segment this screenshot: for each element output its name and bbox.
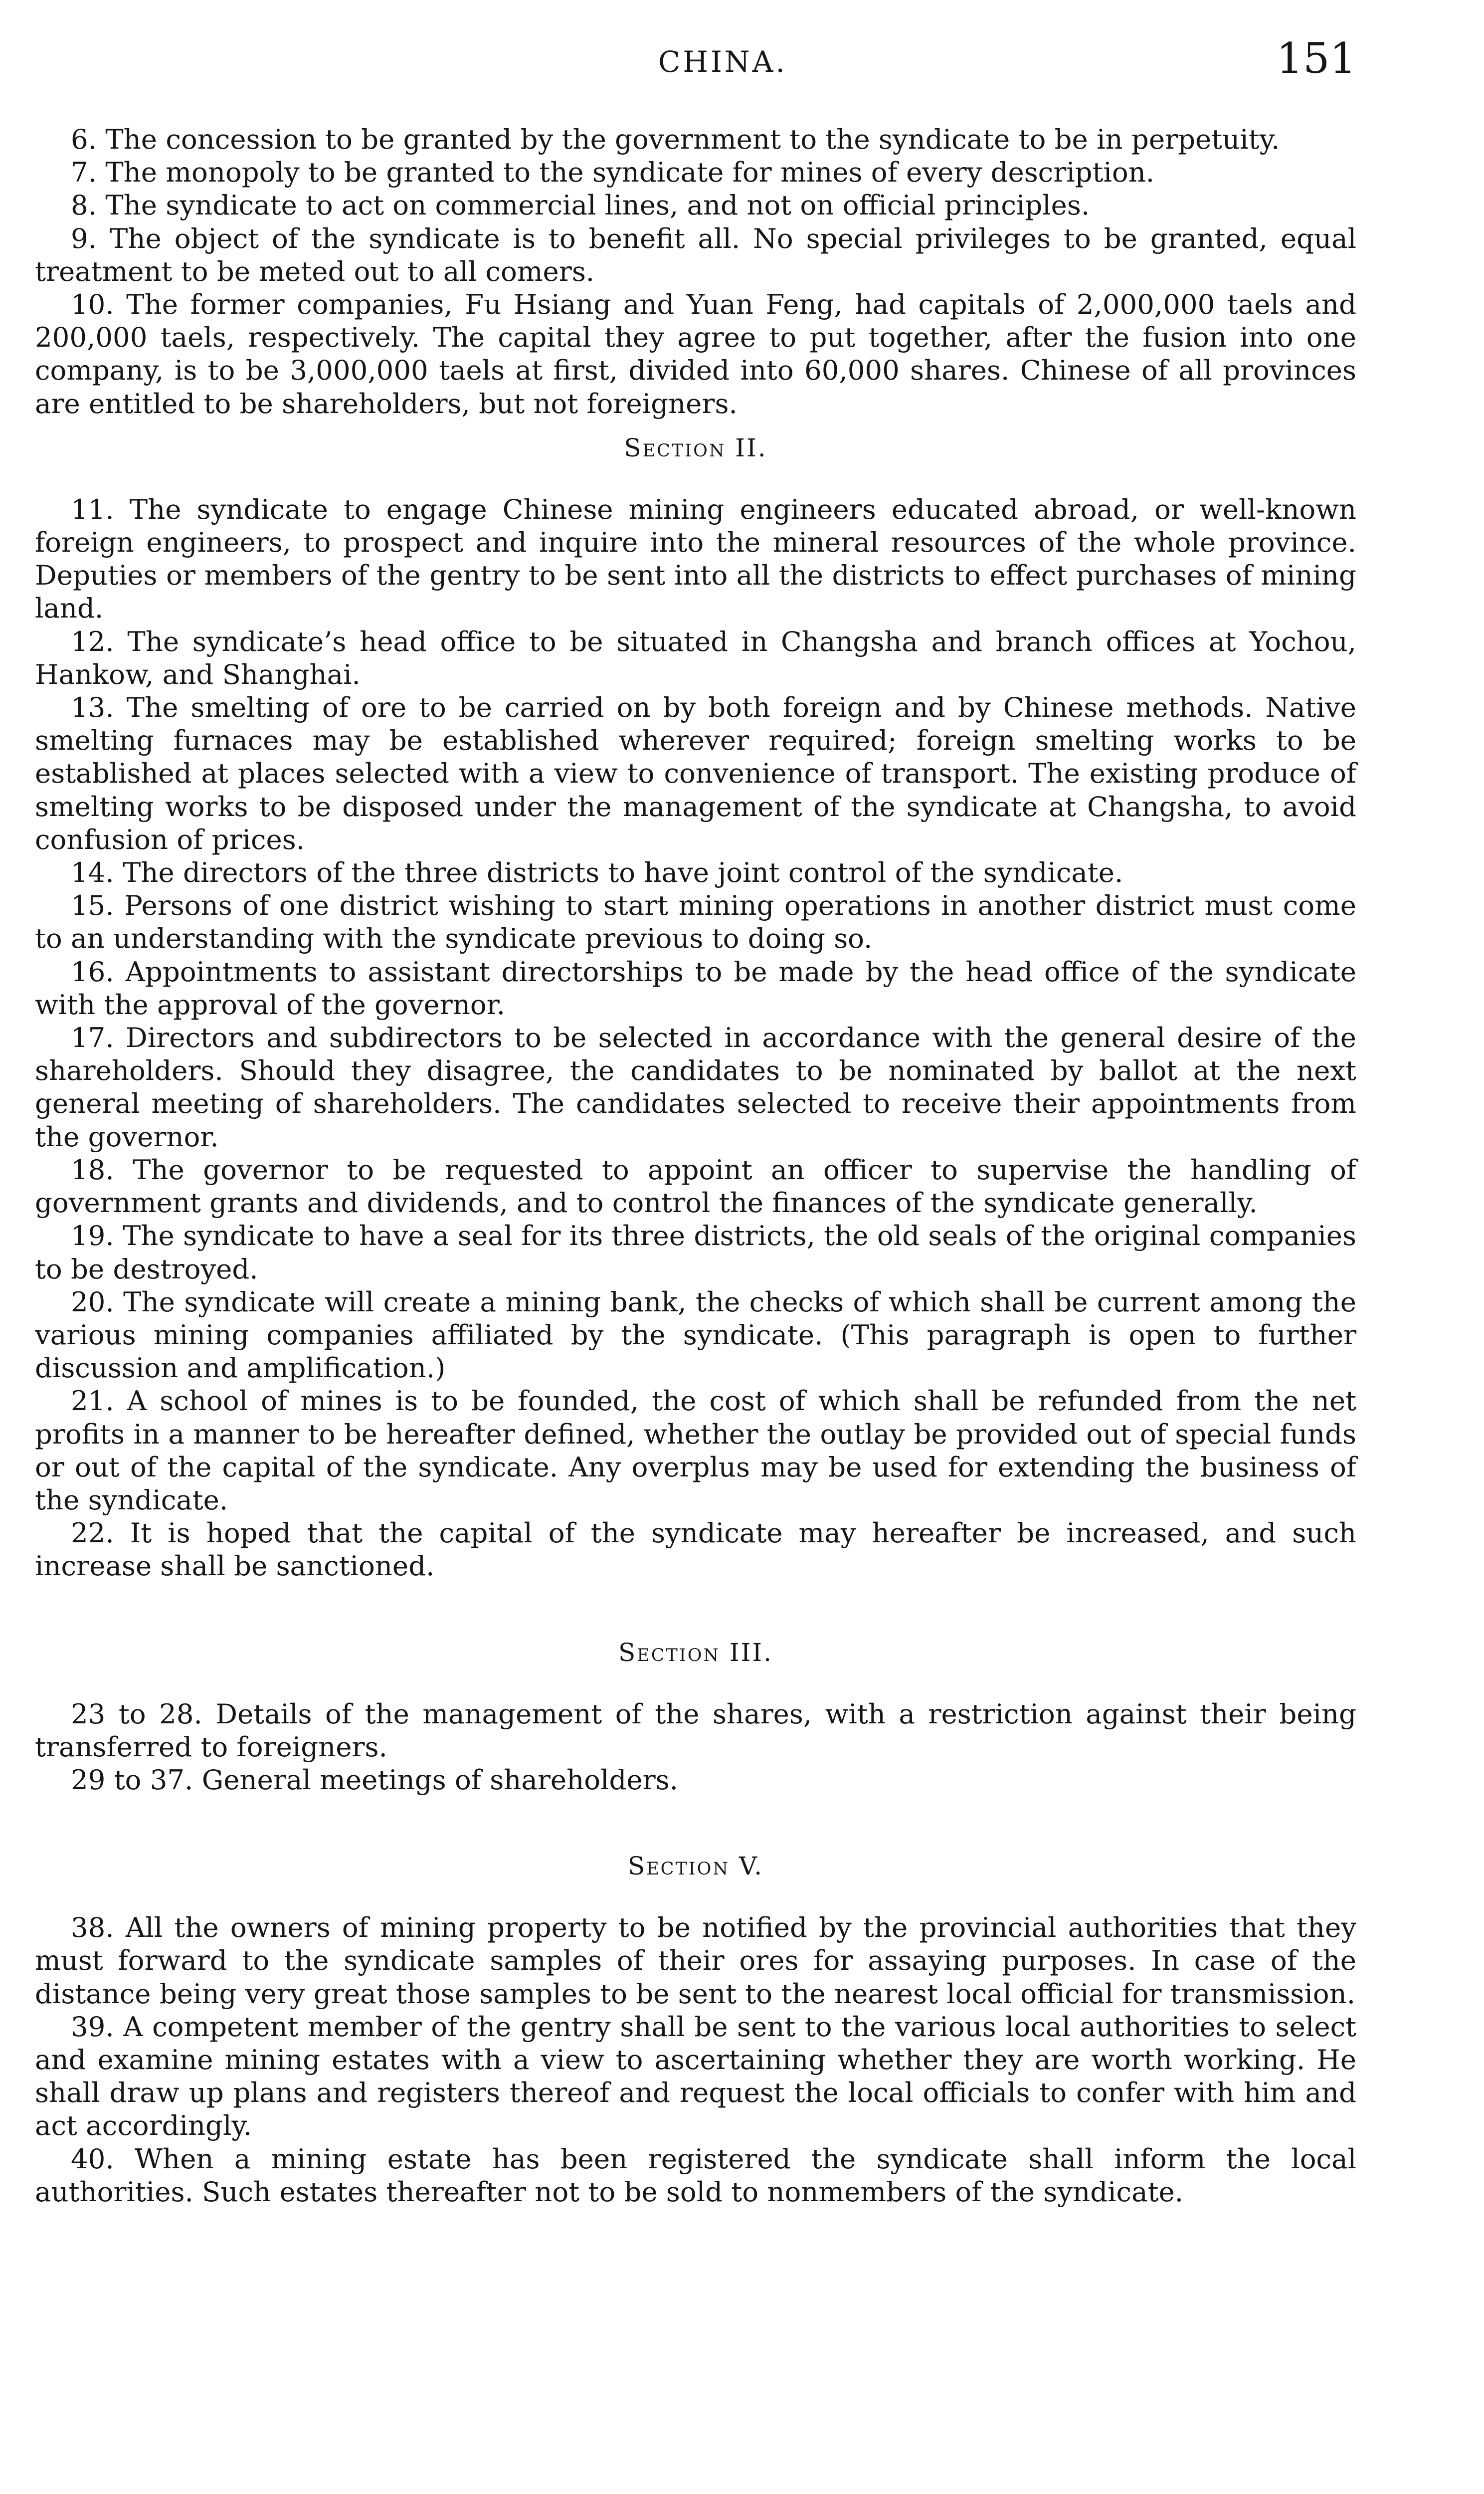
paragraph-item-8: 8. The syndicate to act on commercial lines, and not on official principles.	[71, 189, 1090, 221]
paragraph-item-10: 10. The former companies, Fu Hsiang and Yuan Feng, had capitals of 2,000,000 taels and 200,000 taels, respectively. The capital they agree to put together, after the fusion into one company, is to be 3,000,000 taels at first, divided into 60,000 shares. Chinese of all provinces are entitled to be shareholders, but not foreigners.	[35, 288, 1356, 419]
section-heading-v: Section V.	[627, 1852, 764, 1881]
paragraph-item-18: 18. The governor to be requested to appoint an officer to supervise the handling of government grants and dividends, and to control the finances of the syndicate generally.	[35, 1153, 1356, 1219]
paragraph-item-38: 38. All the owners of mining property to be notified by the provincial authorities that they must forward to the syndicate samples of their ores for assaying purposes. In case of the distance being very great those samples to be sent to the nearest local official for transmission.	[35, 1911, 1356, 2010]
spacer	[35, 1796, 1356, 1838]
spacer	[35, 1892, 1356, 1911]
paragraph-item-11: 11. The syndicate to engage Chinese mining engineers educated abroad, or well-known foreign engineers, to prospect and inquire into the mineral resources of the whole province. Deputies or members of the gentry to be sent into all the districts to effect purchases of mining land.	[35, 493, 1356, 624]
section-heading-ii: Section II.	[624, 433, 767, 462]
paragraph-item-16: 16. Appointments to assistant directorships to be made by the head office of the syndicate with the approval of the governor.	[35, 955, 1356, 1021]
paragraph-item-40: 40. When a mining estate has been registered the syndicate shall inform the local authorities. Such estates thereafter not to be sold to nonmembers of the syndicate.	[35, 2142, 1356, 2208]
spacer	[35, 474, 1356, 493]
paragraph-item-6: 6. The concession to be granted by the government to the syndicate to be in perpetuity.	[71, 123, 1280, 155]
spacer	[35, 1678, 1356, 1697]
paragraph-item-13: 13. The smelting of ore to be carried on by both foreign and by Chinese methods. Native smelting furnaces may be established wherever required; foreign smelting works to be established at places selected with a view to convenience of transport. The existing produce of smelting works to be disposed under the management of the syndicate at Changsha, to avoid confusion of prices.	[35, 691, 1356, 855]
paragraph-item-39: 39. A competent member of the gentry shall be sent to the various local authorities to select and examine mining estates with a view to ascertaining whether they are worth working. He shall draw up plans and registers thereof and request the local officials to confer with him and act accordingly.	[35, 2010, 1356, 2142]
running-title: CHINA.	[658, 45, 787, 79]
paragraph-item-14: 14. The directors of the three districts to have joint control of the syndicate.	[71, 856, 1123, 889]
page-header	[35, 31, 1356, 86]
paragraph-items-23-28: 23 to 28. Details of the management of the shares, with a restriction against their being transferred to foreigners.	[35, 1697, 1356, 1763]
paragraph-item-20: 20. The syndicate will create a mining bank, the checks of which shall be current among the various mining companies affiliated by the syndicate. (This paragraph is open to further discussion and amplification.)	[35, 1285, 1356, 1384]
paragraph-item-15: 15. Persons of one district wishing to start mining operations in another district must come to an understanding with the syndicate previous to doing so.	[35, 889, 1356, 955]
spacer	[35, 1583, 1356, 1625]
paragraph-item-12: 12. The syndicate’s head office to be situated in Changsha and branch offices at Yochou, Hankow, and Shanghai.	[35, 625, 1356, 690]
page-number: 151	[1276, 34, 1356, 83]
paragraph-items-29-37: 29 to 37. General meetings of shareholders.	[71, 1763, 678, 1796]
paragraph-item-7: 7. The monopoly to be granted to the syndicate for mines of every description.	[71, 156, 1155, 189]
paragraph-item-17: 17. Directors and subdirectors to be selected in accordance with the general desire of the shareholders. Should they disagree, the candidates to be nominated by ballot at the next general meeting of shareholders. The candidates selected to receive their appointments from the governor.	[35, 1022, 1356, 1153]
paragraph-item-22: 22. It is hoped that the capital of the syndicate may hereafter be increased, and such increase shall be sanctioned.	[35, 1517, 1356, 1582]
paragraph-item-19: 19. The syndicate to have a seal for its three districts, the old seals of the original companies to be destroyed.	[35, 1220, 1356, 1285]
page-body	[35, 123, 1356, 2208]
paragraph-item-21: 21. A school of mines is to be founded, the cost of which shall be refunded from the net profits in a manner to be hereafter defined, whether the outlay be provided out of special funds or out of the capital of the syndicate. Any overplus may be used for extending the business of the syndicate.	[35, 1385, 1356, 1516]
paragraph-item-9: 9. The object of the syndicate is to benefit all. No special privileges to be granted, equal treatment to be meted out to all comers.	[35, 222, 1356, 287]
section-heading-iii: Section III.	[618, 1638, 773, 1667]
